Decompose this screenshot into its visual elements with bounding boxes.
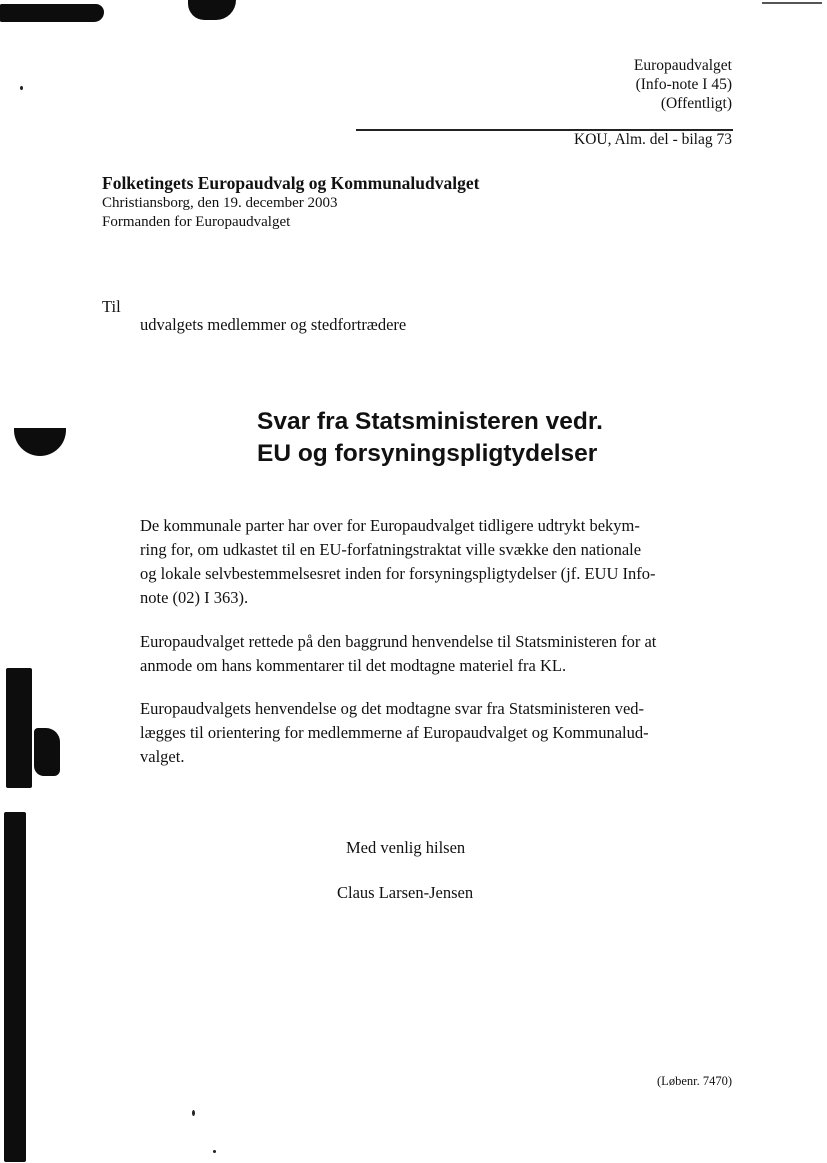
- signatory-name: Claus Larsen-Jensen: [337, 883, 474, 902]
- paragraph-line: valget.: [140, 747, 185, 766]
- paragraph-1: [140, 514, 740, 610]
- paragraph-3: [140, 697, 740, 769]
- closing-greeting: Med venlig hilsen: [346, 838, 466, 857]
- reference-committee: Europaudvalget: [633, 57, 732, 74]
- scan-artifact-top-right-line: [762, 2, 822, 4]
- document-heading: [257, 406, 603, 470]
- punch-hole-mark: [14, 428, 66, 456]
- scan-speck: [20, 86, 23, 90]
- reference-classification: (Offentligt): [660, 95, 732, 112]
- paragraph-line: note (02) I 363).: [140, 588, 249, 607]
- paragraph-line: ring for, om udkastet til en EU-forfatningstraktat ville svække den nationale: [140, 540, 642, 559]
- scan-speck: [213, 1150, 216, 1153]
- scan-speck: [192, 1110, 195, 1116]
- recipients: udvalgets medlemmer og stedfortrædere: [140, 315, 407, 334]
- scan-artifact-left-edge-lower: [4, 812, 26, 1162]
- paragraph-line: anmode om hans kommentarer til det modtagne materiel fra KL.: [140, 656, 567, 675]
- heading-line-2: EU og forsyningspligtydelser: [257, 440, 598, 467]
- sender-title: Folketingets Europaudvalg og Kommunaludvalget: [102, 173, 480, 193]
- serial-number: (Løbenr. 7470): [657, 1074, 732, 1088]
- reference-block: [634, 56, 732, 113]
- scan-artifact-top: [188, 0, 236, 20]
- sender-block: [102, 172, 479, 232]
- scan-artifact-left-mark: [34, 728, 60, 776]
- to-label: Til: [102, 297, 121, 316]
- place-date: Christiansborg, den 19. december 2003: [102, 195, 338, 211]
- paragraph-2: [140, 630, 740, 678]
- paragraph-line: og lokale selvbestemmelsesret inden for forsyningspligtydelser (jf. EUU Info-: [140, 564, 656, 583]
- paragraph-line: lægges til orientering for medlemmerne af Europaudvalget og Kommunalud-: [140, 723, 649, 742]
- paragraph-line: Europaudvalget rettede på den baggrund henvendelse til Statsministeren for at: [140, 632, 657, 651]
- paragraph-line: Europaudvalgets henvendelse og det modtagne svar fra Statsministeren ved-: [140, 699, 645, 718]
- heading-line-1: Svar fra Statsministeren vedr.: [257, 408, 603, 435]
- bilag-reference: KOU, Alm. del - bilag 73: [574, 131, 732, 148]
- paragraph-line: De kommunale parter har over for Europaudvalget tidligere udtrykt bekym-: [140, 516, 640, 535]
- reference-info-note: (Info-note I 45): [635, 76, 732, 93]
- sender-role: Formanden for Europaudvalget: [102, 214, 291, 230]
- scan-artifact-top-left: [0, 4, 104, 22]
- scan-artifact-left-edge: [6, 668, 32, 788]
